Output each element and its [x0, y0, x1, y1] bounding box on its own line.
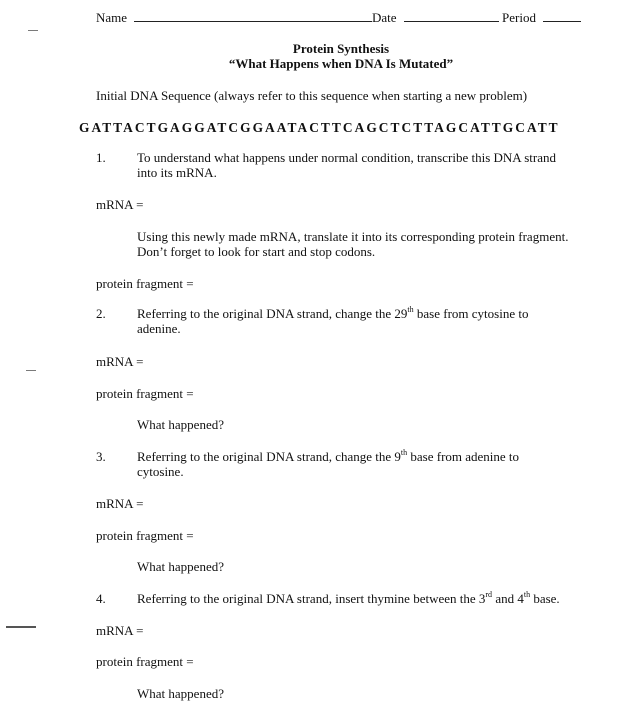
q3-sup: th	[400, 447, 408, 457]
q2-line-1a: Referring to the original DNA strand, change the 29	[137, 306, 408, 321]
q4-protein-label: protein fragment =	[96, 654, 194, 669]
dna-sequence: GATTACTGAGGATCGGAATACTTCAGCTCTTAGCATTGCATT	[79, 120, 560, 135]
q3-line-1a: Referring to the original DNA strand, change the 9	[137, 449, 401, 464]
header-row	[96, 9, 372, 25]
title-line-1: Protein Synthesis	[292, 41, 390, 56]
q2-sup: th	[407, 304, 414, 314]
q4-mrna-label: mRNA =	[96, 623, 144, 638]
date-blank[interactable]	[404, 9, 499, 22]
q4-sup-2: th	[523, 589, 531, 599]
q4-line-1	[137, 591, 560, 606]
scan-mark	[28, 30, 38, 31]
q2-line-1	[137, 306, 528, 321]
title-line-2: “What Happens when DNA Is Mutated”	[228, 56, 454, 71]
q2-protein-label: protein fragment =	[96, 386, 194, 401]
q1-mrna-label: mRNA =	[96, 197, 144, 212]
q4-line-1a: Referring to the original DNA strand, insert thymine between the 3	[137, 591, 486, 606]
name-label: Name	[96, 10, 128, 25]
q2-number: 2.	[96, 306, 106, 321]
q1-translate-line-1: Using this newly made mRNA, translate it into its corresponding protein fragment.	[137, 229, 569, 244]
scan-mark	[6, 626, 36, 628]
q3-mrna-label: mRNA =	[96, 496, 144, 511]
q1-line-1: To understand what happens under normal condition, transcribe this DNA strand	[137, 150, 556, 165]
period-blank[interactable]	[543, 9, 581, 22]
q3-number: 3.	[96, 449, 106, 464]
q1-line-2: into its mRNA.	[137, 165, 217, 180]
q2-mrna-label: mRNA =	[96, 354, 144, 369]
q2-what-happened: What happened?	[137, 417, 224, 432]
q1-number: 1.	[96, 150, 106, 165]
q3-line-1	[137, 449, 519, 464]
q2-line-1b: base from cytosine to	[413, 306, 529, 321]
q4-line-1c: base.	[530, 591, 560, 606]
scan-mark	[26, 370, 36, 371]
q3-line-2: cytosine.	[137, 464, 184, 479]
q3-what-happened: What happened?	[137, 559, 224, 574]
q2-line-2: adenine.	[137, 321, 181, 336]
period-label: Period	[502, 10, 536, 25]
name-blank[interactable]	[134, 9, 372, 22]
q4-line-1b: and 4	[492, 591, 524, 606]
date-label: Date	[372, 10, 397, 25]
q1-translate-line-2: Don’t forget to look for start and stop codons.	[137, 244, 376, 259]
q3-line-1b: base from adenine to	[407, 449, 520, 464]
q4-sup-1: rd	[485, 589, 493, 599]
period-group	[502, 9, 581, 25]
date-group	[372, 9, 499, 25]
q3-protein-label: protein fragment =	[96, 528, 194, 543]
q4-number: 4.	[96, 591, 106, 606]
intro-text: Initial DNA Sequence (always refer to this sequence when starting a new problem)	[96, 88, 528, 103]
q1-protein-label: protein fragment =	[96, 276, 194, 291]
q4-what-happened: What happened?	[137, 686, 224, 701]
